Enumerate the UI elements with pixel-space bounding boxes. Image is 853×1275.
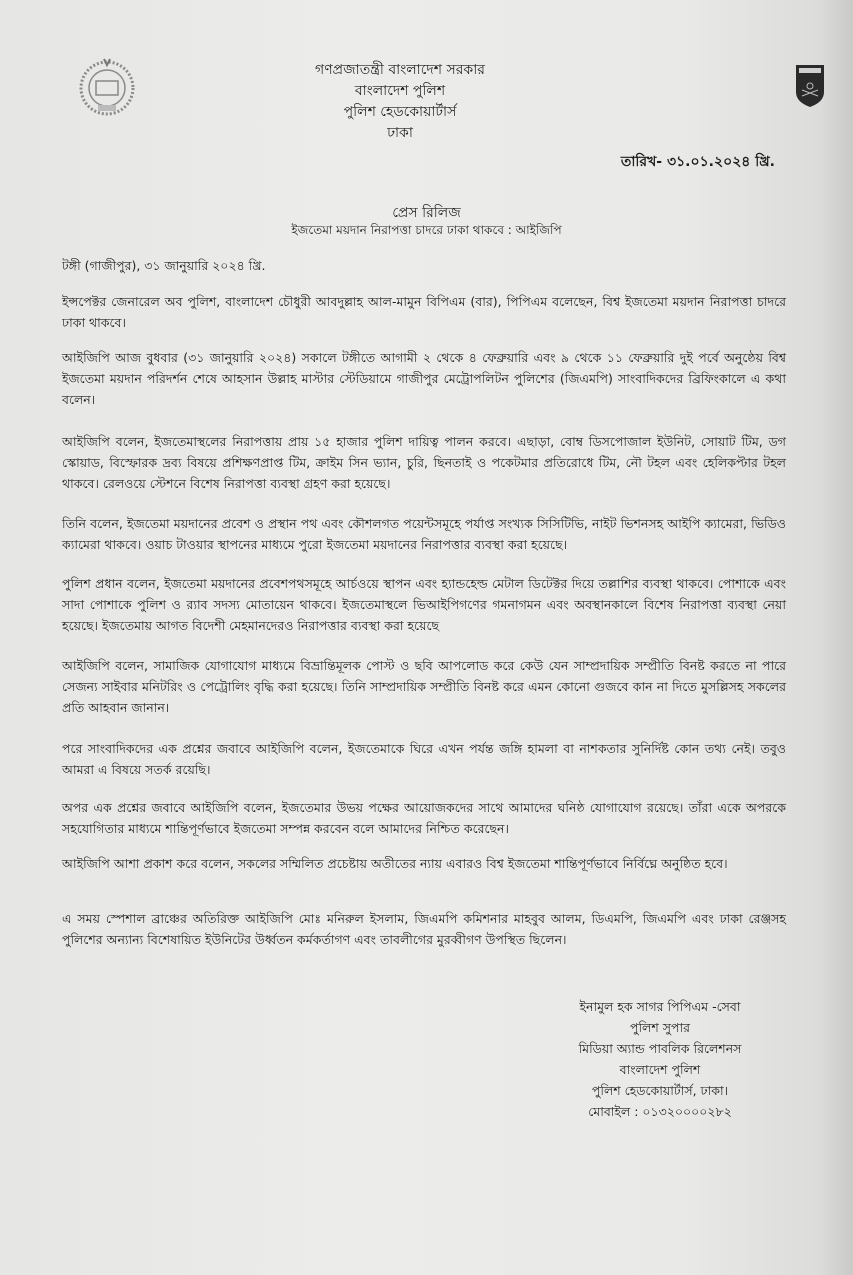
letterhead-government: গণপ্রজাতন্ত্রী বাংলাদেশ সরকার	[315, 62, 485, 78]
document-date: তারিখ- ৩১.০১.২০২৪ খ্রি.	[620, 154, 775, 170]
body-paragraph: পরে সাংবাদিকদের এক প্রশ্নের জবাবে আইজিপি বলেন, ইজতেমাকে ঘিরে এখন পর্যন্ত জঙ্গি হামলা বা নাশকতার সুনির্দিষ্ট কোন তথ্য নেই। তবুও আমরা এ বিষয়ে সতর্ক রয়েছি।	[62, 741, 786, 777]
body-paragraph: এ সময় স্পেশাল ব্রাঞ্চের অতিরিক্ত আইজিপি মোঃ মনিরুল ইসলাম, জিএমপি কমিশনার মাহবুব আলম, ডিএমপি, জিএমপি এবং ঢাকা রেঞ্জসহ পুলিশের অন্যান্য বিশেষায়িত ইউনিটের উর্ধ্বতন কর্মকর্তাগণ এবং তাবলীগের মুরব্বীগণ উপস্থিত ছিলেন।	[62, 911, 786, 947]
bangladesh-government-seal-logo	[76, 55, 138, 117]
dateline: টঙ্গী (গাজীপুর), ৩১ জানুয়ারি ২০২৪ খ্রি.	[62, 258, 266, 273]
letterhead-city: ঢাকা	[387, 125, 413, 141]
body-paragraph: পুলিশ প্রধান বলেন, ইজতেমা ময়দানের প্রবেশপথসমূহে আর্চওয়ে স্থাপন এবং হ্যান্ডহেল্ড মেটাল ডিটেক্টর দিয়ে তল্লাশির ব্যবস্থা থাকবে। পোশাকে এবং সাদা পোশাকে পুলিশ ও র‌্যাব সদস্য মোতায়েন থাকবে। ইজতেমাস্থলে ভিআইপিগণের গমনাগমন এবং অবস্থানকালে বিশেষ নিরাপত্তা ব্যবস্থা নেয়া হয়েছে। ইজতেমায় আগত বিদেশী মেহমানদেরও নিরাপত্তার ব্যবস্থা করা হয়েছে	[62, 576, 786, 633]
signatory-rank: পুলিশ সুপার	[630, 1020, 690, 1035]
body-paragraph: ইন্সপেক্টর জেনারেল অব পুলিশ, বাংলাদেশ চৌধুরী আবদুল্লাহ আল-মামুন বিপিএম (বার), পিপিএম বলেছেন, বিশ্ব ইজতেমা ময়দান নিরাপত্তা চাদরে ঢাকা থাকবে।	[62, 294, 786, 330]
body-paragraph: তিনি বলেন, ইজতেমা ময়দানের প্রবেশ ও প্রস্থান পথ এবং কৌশলগত পয়েন্টসমূহে পর্যাপ্ত সংখ্যক সিসিটিভি, নাইট ভিশনসহ আইপি ক্যামেরা, ভিডিও ক্যামেরা থাকবে। ওয়াচ টাওয়ার স্থাপনের মাধ্যমে পুরো ইজতেমা ময়দানের নিরাপত্তার ব্যবস্থা করা হয়েছে।	[62, 516, 786, 552]
letterhead-headquarters: পুলিশ হেডকোয়ার্টার্স	[343, 104, 457, 120]
signatory-mobile: মোবাইল : ০১৩২০০০০২৮২	[588, 1104, 732, 1119]
letterhead	[250, 60, 550, 144]
signatory-organization: বাংলাদেশ পুলিশ	[619, 1062, 701, 1077]
document-subtitle: ইজতেমা ময়দান নিরাপত্তা চাদরে ঢাকা থাকবে : আইজিপি	[291, 223, 562, 237]
body-paragraph: অপর এক প্রশ্নের জবাবে আইজিপি বলেন, ইজতেমার উভয় পক্ষের আয়োজকদের সাথে আমাদের ঘনিষ্ঠ যোগাযোগ রয়েছে। তাঁরা একে অপরকে সহযোগিতার মাধ্যমে শান্তিপূর্ণভাবে ইজতেমা সম্পন্ন করবেন বলে আমাদের নিশ্চিত করেছেন।	[62, 800, 786, 836]
document-title: প্রেস রিলিজ	[392, 205, 461, 221]
bangladesh-police-badge-logo	[795, 64, 825, 108]
signatory-department: মিডিয়া অ্যান্ড পাবলিক রিলেশনস	[578, 1041, 742, 1056]
signatory-office: পুলিশ হেডকোয়ার্টার্স, ঢাকা।	[591, 1083, 729, 1098]
body-paragraph: আইজিপি আজ বুধবার (৩১ জানুয়ারি ২০২৪) সকালে টঙ্গীতে আগামী ২ থেকে ৪ ফেব্রুয়ারি এবং ৯ থেকে ১১ ফেব্রুয়ারি দুই পর্বে অনুষ্ঠেয় বিশ্ব ইজতেমা ময়দান পরিদর্শন শেষে আহসান উল্লাহ মাস্টার স্টেডিয়ামে গাজীপুর মেট্রোপলিটন পুলিশের (জিএমপি) সাংবাদিকদের ব্রিফিংকালে এ কথা বলেন।	[62, 350, 786, 407]
signatory-name: ইনামুল হক সাগর পিপিএম -সেবা	[579, 999, 741, 1014]
body-paragraph: আইজিপি বলেন, সামাজিক যোগাযোগ মাধ্যমে বিভ্রান্তিমূলক পোস্ট ও ছবি আপলোড করে কেউ যেন সাম্প্রদায়িক সম্প্রীতি বিনষ্ট করতে না পারে সেজন্য সাইবার মনিটরিং ও পেট্রোলিং বৃদ্ধি করা হয়েছে। তিনি সাম্প্রদায়িক সম্প্রীতি বিনষ্ট করে এমন কোনো গুজবে কান না দিতে মুসল্লিসহ সকলের প্রতি আহবান জানান।	[62, 658, 786, 715]
letterhead-police: বাংলাদেশ পুলিশ	[354, 83, 446, 99]
body-paragraph: আইজিপি বলেন, ইজতেমাস্থলের নিরাপত্তায় প্রায় ১৫ হাজার পুলিশ দায়িত্ব পালন করবে। এছাড়া, বোম্ব ডিসপোজাল ইউনিট, সোয়াট টিম, ডগ স্কোয়াড, বিস্ফোরক দ্রব্য বিষয়ে প্রশিক্ষণপ্রাপ্ত টিম, ক্রাইম সিন ভ্যান, চুরি, ছিনতাই ও পকেটমার প্রতিরোধে টিম, নৌ টহল এবং হেলিকপ্টার টহল থাকবে। রেলওয়ে স্টেশনে বিশেষ নিরাপত্তা ব্যবস্থা গ্রহণ করা হয়েছে।	[62, 434, 786, 491]
body-paragraph: আইজিপি আশা প্রকাশ করে বলেন, সকলের সম্মিলিত প্রচেষ্টায় অতীতের ন্যায় এবারও বিশ্ব ইজতেমা শান্তিপূর্ণভাবে নির্বিঘ্নে অনুষ্ঠিত হবে।	[62, 856, 728, 871]
signature-block	[530, 996, 790, 1122]
